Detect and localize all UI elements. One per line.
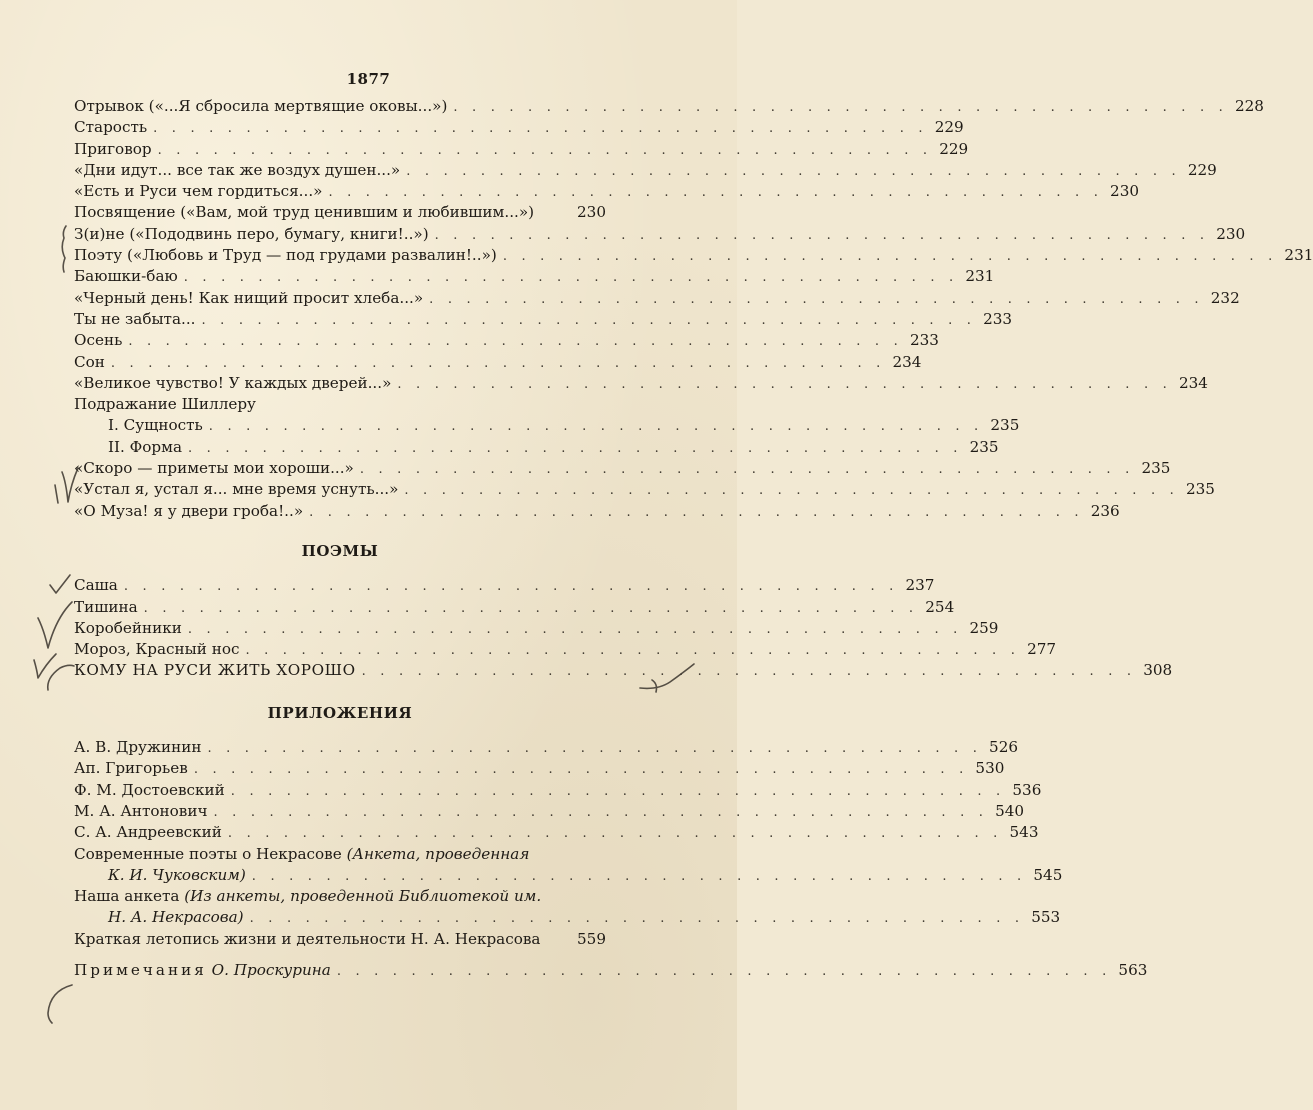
toc-entry: «Устал я, устал я... мне время уснуть...» . . . . . . . . . . . . . . . . . . . . . . . . . . . . . . . . . . . . . . . . . . 235 xyxy=(74,480,1215,499)
toc-entry-title: «Устал я, устал я... мне время уснуть...» xyxy=(74,480,399,499)
toc-entry-page: 545 xyxy=(1033,865,1063,884)
toc-entry: Тишина . . . . . . . . . . . . . . . . . . . . . . . . . . . . . . . . . . . . . . . . . . 254 xyxy=(74,597,955,616)
toc-entry: М. А. Антонович . . . . . . . . . . . . . . . . . . . . . . . . . . . . . . . . . . . . . . . . . . 540 xyxy=(74,801,1025,820)
toc-entry-page: 230 xyxy=(1216,224,1246,243)
toc-entry-page: 308 xyxy=(1143,661,1173,680)
checkmark-icon xyxy=(38,602,72,648)
toc-entry-title: «Великое чувство! У каждых дверей...» xyxy=(74,373,392,392)
toc-entry-subtitle: Н. А. Некрасова) xyxy=(108,908,244,927)
toc-entry: Примечания О. Проскурина . . . . . . . . . . . . . . . . . . . . . . . . . . . . . . . . . . . . . . . . . . 563 xyxy=(74,960,1148,979)
toc-entry: I. Сущность . . . . . . . . . . . . . . . . . . . . . . . . . . . . . . . . . . . . . . . . . . 235 xyxy=(108,416,1020,435)
margin-scribble-icon xyxy=(640,664,694,688)
toc-entry-page: 526 xyxy=(989,738,1019,757)
toc-entry-title: II. Форма xyxy=(108,437,182,456)
toc-entry: Старость . . . . . . . . . . . . . . . . . . . . . . . . . . . . . . . . . . . . . . . . . . 229 xyxy=(74,118,964,137)
toc-entry-title: Тишина xyxy=(74,597,138,616)
toc-entry-title: «Скоро — приметы мои хороши...» xyxy=(74,459,354,478)
toc-entry: С. А. Андреевский . . . . . . . . . . . . . . . . . . . . . . . . . . . . . . . . . . . . . . . . . . 543 xyxy=(74,823,1039,842)
toc-entry-title: Посвящение («Вам, мой труд ценившим и любившим...») xyxy=(74,203,535,222)
toc-entry-page: 231 xyxy=(1284,246,1313,265)
toc-entry: Поэту («Любовь и Труд — под грудами развалин!..») . . . . . . . . . . . . . . . . . . . . . . . . . . . . . . . . . . . . . . . . . . 231 xyxy=(74,246,1313,265)
toc-entry-title: А. В. Дружинин xyxy=(74,738,202,757)
toc-entry-title: Подражание Шиллеру xyxy=(74,395,256,414)
toc-entry-page: 233 xyxy=(983,309,1013,328)
toc-entry-page: 233 xyxy=(909,331,939,350)
toc-entry-page: 536 xyxy=(1012,780,1042,799)
toc-entry-title: «Черный день! Как нищий просит хлеба...» xyxy=(74,288,424,307)
toc-entry: Баюшки-баю . . . . . . . . . . . . . . . . . . . . . . . . . . . . . . . . . . . . . . . . . . 231 xyxy=(74,267,995,286)
toc-entry: Н. А. Некрасова) . . . . . . . . . . . . . . . . . . . . . . . . . . . . . . . . . . . . . . . . . . 553 xyxy=(108,908,1061,927)
toc-entry-page: 540 xyxy=(995,801,1025,820)
toc-entry: К. И. Чуковским) . . . . . . . . . . . . . . . . . . . . . . . . . . . . . . . . . . . . . . . . . . 545 xyxy=(108,865,1063,884)
toc-entry-title: Мороз, Красный нос xyxy=(74,640,240,659)
toc-entry: А. В. Дружинин . . . . . . . . . . . . . . . . . . . . . . . . . . . . . . . . . . . . . . . . . . 526 xyxy=(74,738,1019,757)
toc-entry-subtitle: К. И. Чуковским) xyxy=(108,865,246,884)
toc-entry: II. Форма . . . . . . . . . . . . . . . . . . . . . . . . . . . . . . . . . . . . . . . . . . 235 xyxy=(108,437,999,456)
bracket-mark-icon xyxy=(48,985,72,1023)
checkmark-icon xyxy=(62,468,78,502)
toc-entry-title: Сон xyxy=(74,352,105,371)
toc-entry-page: 229 xyxy=(939,139,969,158)
toc-entry-title: Примечания xyxy=(74,960,207,979)
toc-entry-title: Ап. Григорьев xyxy=(74,759,188,778)
toc-entry-page: 230 xyxy=(577,203,606,222)
toc-entry: З(и)не («Пододвинь перо, бумагу, книги!..») . . . . . . . . . . . . . . . . . . . . . . . . . . . . . . . . . . . . . . . . . . 230 xyxy=(74,224,1246,243)
toc-entry-page: 530 xyxy=(975,759,1005,778)
toc-entry-page: 234 xyxy=(892,352,922,371)
checkmark-icon xyxy=(48,665,74,690)
toc-entry-subtitle: (Анкета, проведенная xyxy=(346,844,530,863)
toc-entry: «Дни идут... все так же воздух душен...» . . . . . . . . . . . . . . . . . . . . . . . . . . . . . . . . . . . . . . . . . . 229 xyxy=(74,160,1217,179)
toc-entry: Осень . . . . . . . . . . . . . . . . . . . . . . . . . . . . . . . . . . . . . . . . . . 233 xyxy=(74,331,939,350)
toc-entry-title: Поэту («Любовь и Труд — под грудами развалин!..») xyxy=(74,246,497,265)
toc-entry-page: 230 xyxy=(1110,182,1140,201)
toc-entry-page: 232 xyxy=(1210,288,1240,307)
toc-entry-title: Ф. М. Достоевский xyxy=(74,780,225,799)
toc-entry-page: 277 xyxy=(1027,640,1057,659)
toc-entry: «Есть и Руси чем гордиться...» . . . . . . . . . . . . . . . . . . . . . . . . . . . . . . . . . . . . . . . . . . 230 xyxy=(74,182,1140,201)
toc-entry-page: 235 xyxy=(1185,480,1215,499)
toc-entry: Саша . . . . . . . . . . . . . . . . . . . . . . . . . . . . . . . . . . . . . . . . . . 237 xyxy=(74,576,935,595)
toc-entry-page: 228 xyxy=(1234,97,1264,115)
toc-entry-title: Коробейники xyxy=(74,618,182,637)
toc-entry-title: З(и)не («Пододвинь перо, бумагу, книги!..») xyxy=(74,224,429,243)
bracket-mark-icon xyxy=(62,226,66,272)
toc-entry: Мороз, Красный нос . . . . . . . . . . . . . . . . . . . . . . . . . . . . . . . . . . . . . . . . . . 277 xyxy=(74,640,1057,659)
toc-entry-title: I. Сущность xyxy=(108,416,203,435)
toc-entry-title: Современные поэты о Некрасове xyxy=(74,844,342,863)
toc-entry-page: 254 xyxy=(925,597,955,616)
section-heading-appendix: ПРИЛОЖЕНИЯ xyxy=(267,703,413,722)
toc-entry-title: Краткая летопись жизни и деятельности Н. А. Некрасова xyxy=(74,929,541,948)
toc-entry-author: О. Проскурина xyxy=(211,960,331,979)
checkmark-icon xyxy=(55,485,58,503)
toc-entry-page: 235 xyxy=(1141,459,1171,478)
toc-entry-title: Баюшки-баю xyxy=(74,267,178,286)
toc-entry-title: «Дни идут... все так же воздух душен...» xyxy=(74,160,401,179)
margin-scribble-icon xyxy=(652,680,657,692)
toc-entry: Сон . . . . . . . . . . . . . . . . . . . . . . . . . . . . . . . . . . . . . . . . . . 234 xyxy=(74,352,922,371)
toc-entry: «О Муза! я у двери гроба!..» . . . . . . . . . . . . . . . . . . . . . . . . . . . . . . . . . . . . . . . . . . 236 xyxy=(74,501,1120,520)
checkmark-icon xyxy=(50,575,70,593)
toc-entry: Коробейники . . . . . . . . . . . . . . . . . . . . . . . . . . . . . . . . . . . . . . . . . . 259 xyxy=(74,618,999,637)
toc-entry-title: С. А. Андреевский xyxy=(74,823,222,842)
toc-entry-page: 237 xyxy=(905,576,935,595)
toc-entry-page: 563 xyxy=(1118,960,1148,979)
toc-entry: Приговор . . . . . . . . . . . . . . . . . . . . . . . . . . . . . . . . . . . . . . . . . . 229 xyxy=(74,139,969,158)
toc-entry-subtitle: (Из анкеты, проведенной Библиотекой им. xyxy=(184,887,542,906)
toc-entry-title: М. А. Антонович xyxy=(74,801,208,820)
toc-entry-page: 235 xyxy=(969,437,999,456)
toc-entry-title: Саша xyxy=(74,576,118,595)
toc-entry: Ап. Григорьев . . . . . . . . . . . . . . . . . . . . . . . . . . . . . . . . . . . . . . . . . . 530 xyxy=(74,759,1005,778)
toc-entry-title: Старость xyxy=(74,118,148,137)
toc-entry-title: Осень xyxy=(74,331,123,350)
toc-entry-page: 235 xyxy=(990,416,1020,435)
toc-entry: Ф. М. Достоевский . . . . . . . . . . . . . . . . . . . . . . . . . . . . . . . . . . . . . . . . . . 536 xyxy=(74,780,1042,799)
toc-entry-title: Отрывок («...Я сбросила мертвящие оковы...») xyxy=(74,97,448,115)
toc-entry: Ты не забыта... . . . . . . . . . . . . . . . . . . . . . . . . . . . . . . . . . . . . . . . . . . 233 xyxy=(74,309,1013,328)
toc-entry: «Великое чувство! У каждых дверей...» . . . . . . . . . . . . . . . . . . . . . . . . . . . . . . . . . . . . . . . . . . 234 xyxy=(74,373,1208,392)
section-heading-poems: ПОЭМЫ xyxy=(301,541,379,560)
toc-entry-page: 231 xyxy=(965,267,995,286)
toc-entry-page: 236 xyxy=(1090,501,1120,520)
section-year-heading: 1877 xyxy=(346,70,391,88)
toc-entry: КОМУ НА РУСИ ЖИТЬ ХОРОШО . . . . . . . . . . . . . . . . . . . . . . . . . . . . . . . . . . . . . . . . . . 308 xyxy=(74,661,1173,680)
toc-entry-title: «О Муза! я у двери гроба!..» xyxy=(74,501,304,520)
toc-entry: Отрывок («...Я сбросила мертвящие оковы...») . . . . . . . . . . . . . . . . . . . . . . . . . . . . . . . . . . . . . . . . . . 228 xyxy=(74,97,1264,115)
toc-entry: «Скоро — приметы мои хороши...» . . . . . . . . . . . . . . . . . . . . . . . . . . . . . . . . . . . . . . . . . . 235 xyxy=(74,459,1171,478)
toc-entry-page: 229 xyxy=(1187,160,1217,179)
toc-entry-title: Наша анкета xyxy=(74,887,180,906)
toc-entry-title: КОМУ НА РУСИ ЖИТЬ ХОРОШО xyxy=(74,661,356,680)
toc-entry-page: 234 xyxy=(1178,373,1208,392)
toc-entry-title: «Есть и Руси чем гордиться...» xyxy=(74,182,323,201)
toc-entry-title: Приговор xyxy=(74,139,152,158)
toc-entry: «Черный день! Как нищий просит хлеба...» . . . . . . . . . . . . . . . . . . . . . . . . . . . . . . . . . . . . . . . . . . 232 xyxy=(74,288,1240,307)
toc-entry-page: 553 xyxy=(1031,908,1061,927)
toc-entry-page: 543 xyxy=(1009,823,1039,842)
toc-entry-page: 259 xyxy=(969,618,999,637)
toc-entry-page: 229 xyxy=(934,118,964,137)
toc-entry-page: 559 xyxy=(577,929,606,948)
toc-entry-title: Ты не забыта... xyxy=(74,309,196,328)
